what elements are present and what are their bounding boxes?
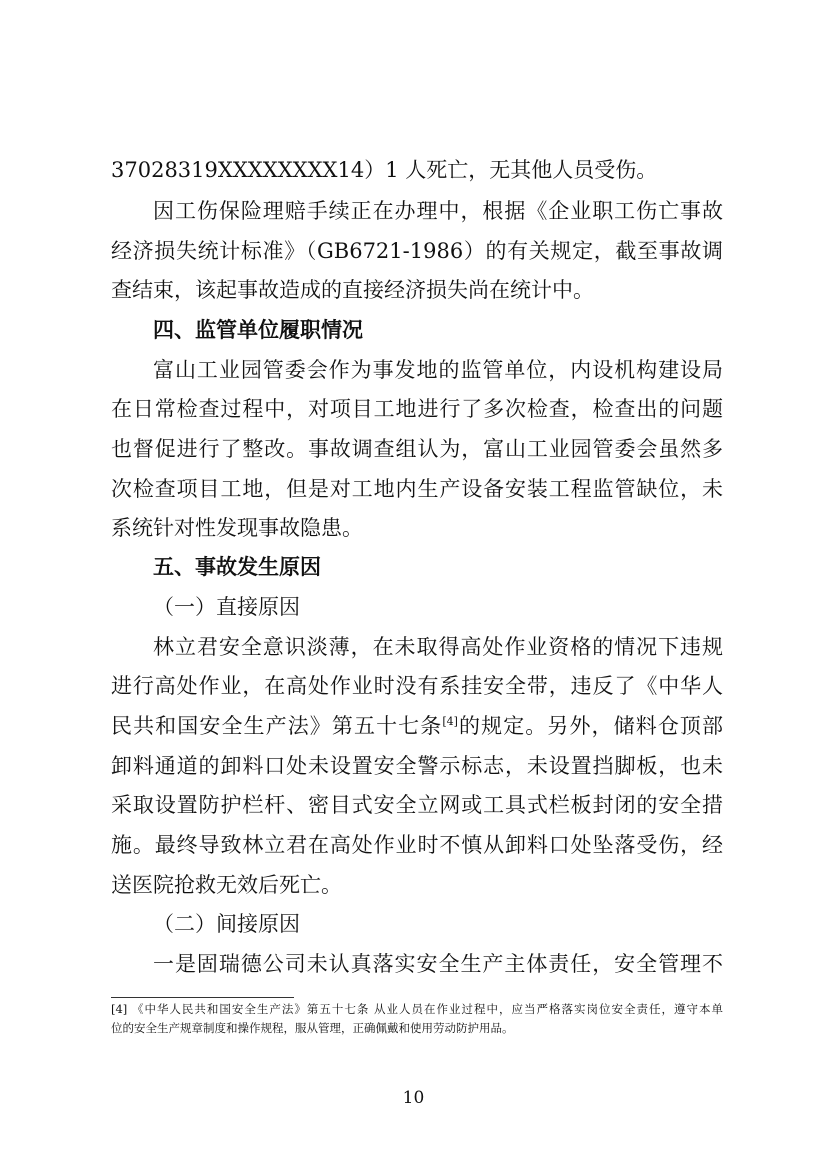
body-line: 37028319XXXXXXXX14）1 人死亡，无其他人员受伤。 [111,158,658,182]
footnote-ref: [4] [442,715,458,728]
body-line: 采取设置防护栏杆、密目式安全立网或工具式栏板封闭的安全措 [111,793,723,817]
body-line: 一是固瑞德公司未认真落实安全生产主体责任，安全管理不 [153,952,723,976]
body-line: 送医院抢救无效后死亡。 [111,873,342,897]
body-line: 也督促进行了整改。事故调查组认为，富山工业园管委会虽然多 [111,437,723,461]
body-line: 系统针对性发现事故隐患。 [111,516,363,540]
body-line [111,712,723,740]
body-line: 在日常检查过程中，对项目工地进行了多次检查，检查出的问题 [111,397,723,421]
body-line: 经济损失统计标准》（GB6721-1986）的有关规定，截至事故调 [111,239,723,263]
subsection-heading: （二）间接原因 [153,912,300,936]
body-line: 查结束，该起事故造成的直接经济损失尚在统计中。 [111,278,594,302]
body-line: 施。最终导致林立君在高处作业时不慎从卸料口处坠落受伤，经 [111,833,723,857]
footnote-divider [111,997,294,998]
body-line: 卸料通道的卸料口处未设置安全警示标志，未设置挡脚板，也未 [111,754,723,778]
section-heading: 四、监管单位履职情况 [153,318,363,342]
body-line: 富山工业园管委会作为事发地的监管单位，内设机构建设局 [153,358,723,382]
body-text: 民共和国安全生产法》第五十七条 [111,714,443,738]
body-text: 的规定。另外，储料仓顶部 [457,714,724,738]
footnote-line: 位的安全生产规章制度和操作规程，服从管理，正确佩戴和使用劳动防护用品。 [111,1021,514,1035]
page-number: 10 [402,1088,425,1108]
subsection-heading: （一）直接原因 [153,595,300,619]
body-line: 次检查项目工地，但是对工地内生产设备安装工程监管缺位，未 [111,477,723,501]
footnote-line: [4] 《中华人民共和国安全生产法》第五十七条 从业人员在作业过程中，应当严格落实岗位安全责任，遵守本单 [111,1002,723,1016]
section-heading: 五、事故发生原因 [153,555,321,579]
body-line: 因工伤保险理赔手续正在办理中，根据《企业职工伤亡事故 [153,199,723,223]
body-line: 林立君安全意识淡薄，在未取得高处作业资格的情况下违规 [153,635,723,659]
body-line: 进行高处作业，在高处作业时没有系挂安全带，违反了《中华人 [111,674,723,698]
